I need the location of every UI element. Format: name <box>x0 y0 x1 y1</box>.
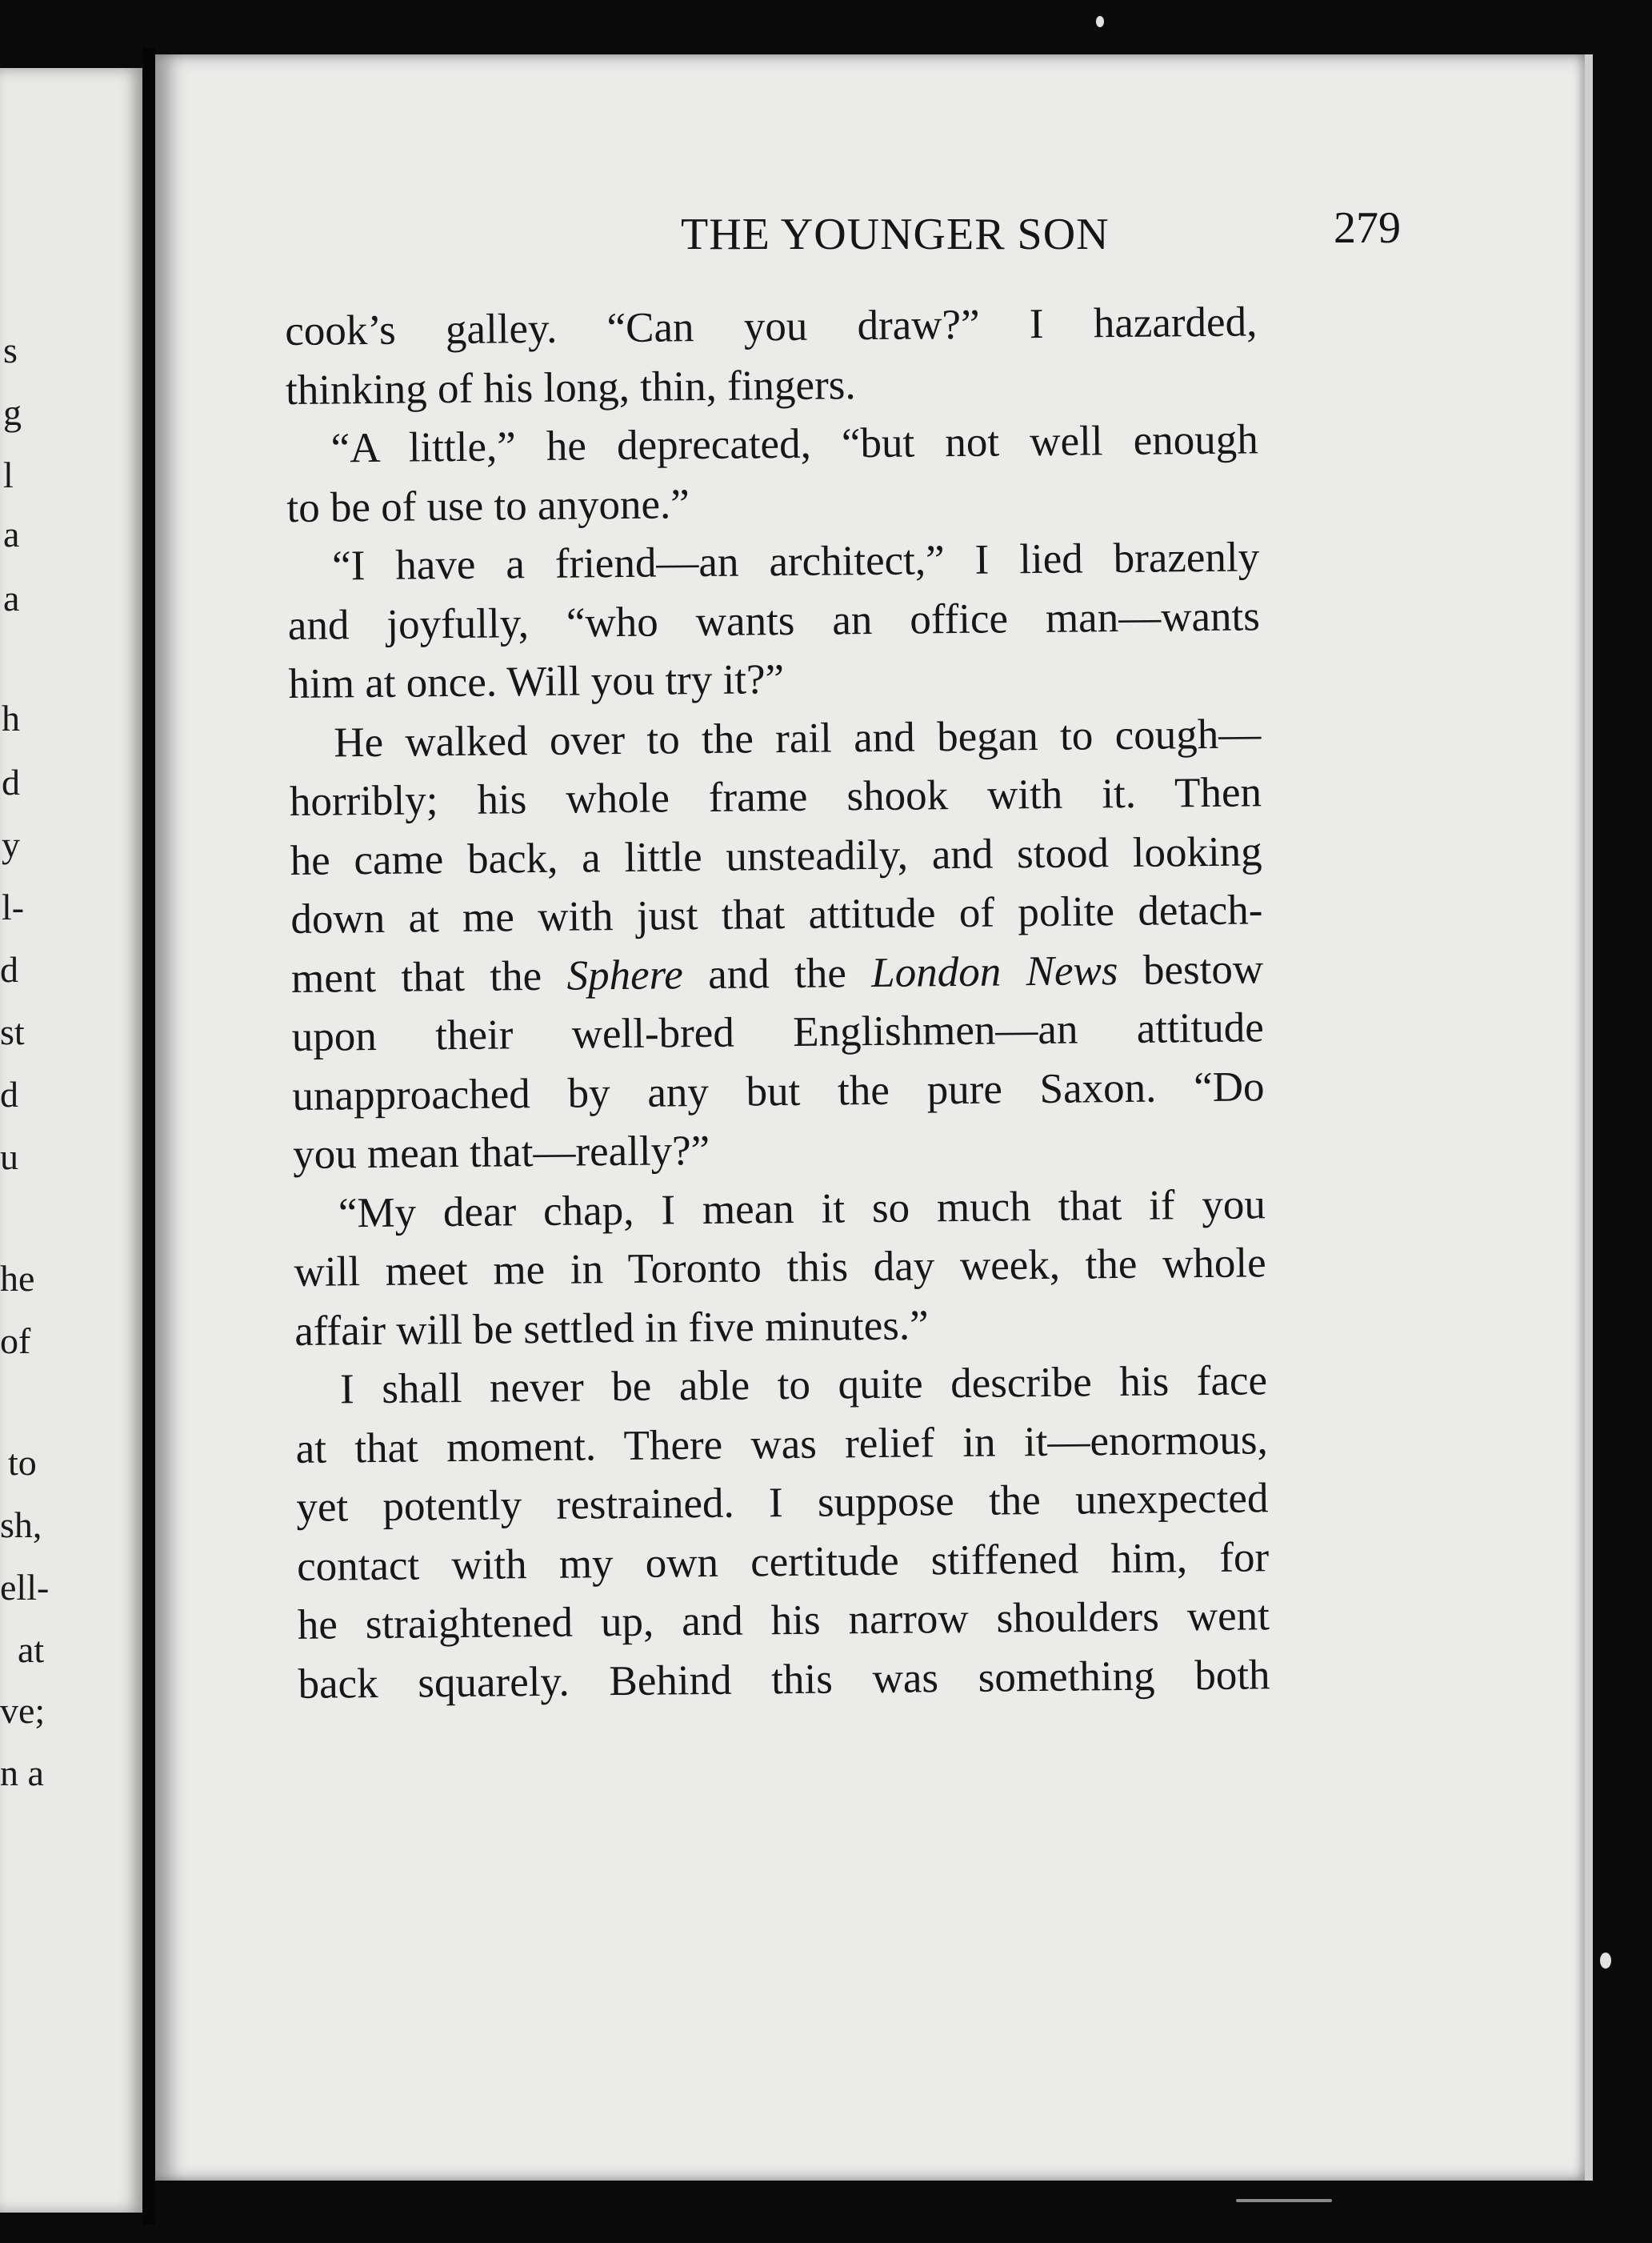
italic-title-sphere: Sphere <box>566 951 684 999</box>
facing-page-fragment: d <box>0 949 18 990</box>
facing-page-fragment: d <box>0 1074 18 1115</box>
facing-page-fragment: l <box>3 455 14 495</box>
facing-page-fragment: g <box>3 392 22 433</box>
text-line: cook’s galley. “Can you draw?” I hazarded, <box>285 298 1258 354</box>
facing-page-fragment: h <box>2 698 20 739</box>
text-line: at that moment. There was relief in it—enormous, <box>295 1416 1268 1472</box>
running-title: THE YOUNGER SON <box>681 210 1110 259</box>
facing-page-fragment: st <box>0 1011 25 1052</box>
text-line: will meet me in Toronto this day week, the whole <box>294 1240 1266 1296</box>
text-line: down at me with just that attitude of polite detach- <box>290 887 1263 943</box>
page-number: 279 <box>1334 203 1401 253</box>
book-gutter <box>142 48 155 2225</box>
text-line: to be of use to anyone.” <box>286 480 690 531</box>
text-line: you mean that—really?” <box>292 1127 710 1178</box>
text-line: thinking of his long, thin, fingers. <box>285 361 856 414</box>
text-line: affair will be settled in five minutes.” <box>294 1301 929 1355</box>
running-head <box>525 203 1401 273</box>
text-run: ment that the <box>290 952 567 1002</box>
text-line: “A little,” he deprecated, “but not well enough <box>330 416 1258 472</box>
text-line: and joyfully, “who wants an office man—wants <box>287 592 1261 649</box>
facing-page-fragment: ell- <box>0 1567 50 1608</box>
text-line: back squarely. Behind this was something both <box>298 1651 1270 1708</box>
scan-speck <box>1096 16 1104 27</box>
text-line: horribly; his whole frame shook with it. Then <box>289 769 1262 825</box>
facing-page-fragment: l- <box>2 887 25 927</box>
text-line: he came back, a little unsteadily, and stood looking <box>290 827 1262 884</box>
text-line: him at once. Will you try it?” <box>288 656 785 707</box>
facing-page-fragment: a <box>3 514 20 555</box>
facing-page-fragment: he <box>0 1258 35 1299</box>
book-page <box>155 54 1593 2181</box>
text-line <box>291 940 1264 1008</box>
facing-page-fragment: a <box>3 578 20 619</box>
facing-page-fragment: y <box>2 824 20 865</box>
scan-speck <box>1236 2199 1332 2202</box>
italic-title-london-news: London News <box>870 947 1118 996</box>
text-line: contact with my own certitude stiffened him, for <box>296 1533 1270 1590</box>
facing-page-fragment: u <box>0 1136 18 1177</box>
text-run: bestow <box>1118 945 1264 994</box>
text-line: upon their well-bred Englishmen—an attitude <box>291 1004 1265 1060</box>
text-line: he straightened up, and his narrow shoulders went <box>297 1592 1270 1648</box>
text-run: and the <box>682 949 872 998</box>
text-line: unapproached by any but the pure Saxon. “Do <box>292 1063 1265 1119</box>
text-line: He walked over to the rail and began to cough— <box>334 710 1262 766</box>
facing-page-fragment: of <box>0 1320 31 1361</box>
facing-page-fragment: s <box>3 330 18 370</box>
facing-page-fragment: at <box>18 1629 45 1670</box>
facing-page-fragment: d <box>2 762 20 803</box>
facing-page-fragment: ve; <box>0 1690 46 1731</box>
body-text <box>285 293 1270 1714</box>
facing-page-edge <box>0 68 142 2213</box>
facing-page-fragment: to <box>8 1442 37 1483</box>
text-line: yet potently restrained. I suppose the unexpected <box>296 1475 1269 1531</box>
scan-speck <box>1600 1953 1611 1969</box>
text-line: “My dear chap, I mean it so much that if you <box>338 1180 1266 1236</box>
facing-page-fragment: sh, <box>0 1504 42 1545</box>
text-line: I shall never be able to quite describe his face <box>339 1357 1268 1413</box>
facing-page-fragment: n a <box>0 1752 44 1793</box>
text-line: “I have a friend—an architect,” I lied brazenly <box>331 534 1260 590</box>
